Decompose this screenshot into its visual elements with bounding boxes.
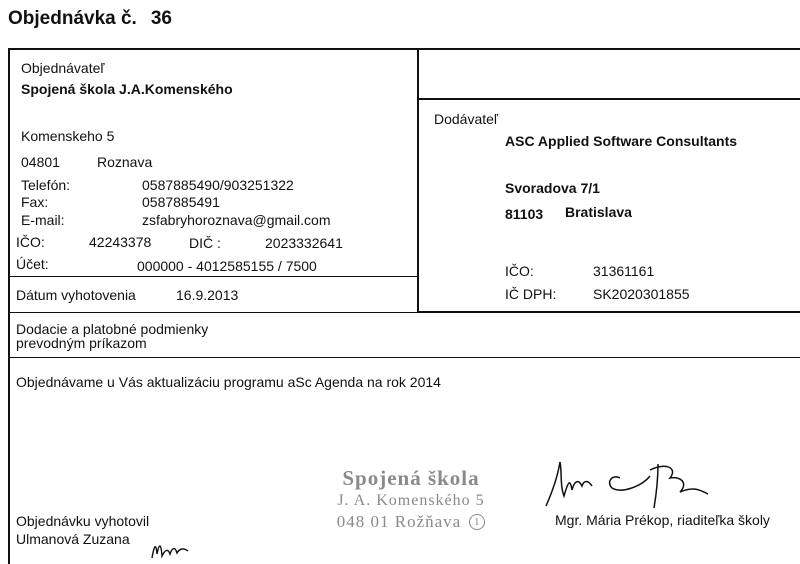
buyer-postal-code: 04801 [21, 154, 60, 170]
stamp-line-1: Spojená škola [342, 466, 480, 490]
supplier-city: Bratislava [565, 204, 632, 220]
buyer-account: 000000 - 4012585155 / 7500 [137, 258, 317, 274]
supplier-ico-label: IČO: [505, 263, 534, 279]
signatory-name: Mgr. Mária Prékop, riaditeľka školy [555, 512, 770, 528]
stamp-number-mark: 1 [469, 514, 485, 530]
buyer-street: Komenskeho 5 [21, 128, 115, 144]
buyer-email-label: E-mail: [21, 212, 65, 228]
stamp-line-2: J. A. Komenského 5 [337, 492, 485, 509]
school-stamp [318, 466, 504, 533]
supplier-ico: 31361161 [593, 263, 655, 279]
buyer-label: Objednávateľ [21, 60, 105, 76]
buyer-city: Roznava [97, 154, 153, 170]
terms-value: prevodným príkazom [16, 335, 147, 351]
buyer-dic-label: DIČ : [189, 235, 221, 251]
supplier-vat: SK2020301855 [593, 286, 690, 302]
body-top-line [8, 357, 800, 358]
issue-date-label: Dátum vyhotovenia [16, 287, 136, 303]
supplier-vat-label: IČ DPH: [505, 286, 557, 302]
supplier-name: ASC Applied Software Consultants [505, 133, 738, 149]
frame-left-line [8, 48, 10, 564]
supplier-postal-code: 81103 [505, 206, 544, 222]
buyer-phone-label: Telefón: [21, 177, 71, 193]
issue-date: 16.9.2013 [176, 287, 239, 303]
buyer-fax-label: Fax: [21, 194, 49, 210]
order-title [8, 8, 172, 30]
stamp-line-3-text: 048 01 Rožňava [336, 512, 462, 531]
frame-top-line [8, 48, 800, 50]
supplier-street: Svoradova 7/1 [505, 180, 600, 196]
buyer-name: Spojená škola J.A.Komenského [21, 81, 233, 97]
order-body-text: Objednávame u Vás aktualizáciu programu aSc Agenda na rok 2014 [16, 374, 441, 390]
terms-label: Dodacie a platobné podmienky [16, 321, 209, 337]
stamp-line-3 [318, 511, 504, 533]
prepared-by-name: Ulmanová Zuzana [16, 531, 130, 547]
terms-top-line [8, 312, 800, 313]
order-title-label: Objednávka č. [8, 8, 137, 29]
prepared-by-label: Objednávku vyhotovil [16, 513, 150, 529]
buyer-account-label: Účet: [16, 256, 49, 272]
order-number: 36 [150, 8, 172, 29]
buyer-fax: 0587885491 [142, 194, 220, 210]
buyer-ico: 42243378 [89, 234, 152, 250]
director-signature [538, 456, 718, 512]
supplier-label: Dodávateľ [434, 111, 499, 127]
buyer-right-line [417, 48, 419, 312]
buyer-phone: 0587885490/903251322 [142, 177, 294, 193]
buyer-ico-label: IČO: [16, 234, 45, 250]
buyer-divider-line [8, 276, 418, 277]
buyer-email: zsfabryhoroznava@gmail.com [142, 212, 331, 228]
supplier-top-line [418, 98, 800, 100]
buyer-dic: 2023332641 [265, 235, 343, 251]
prepared-by-signature [150, 536, 194, 562]
